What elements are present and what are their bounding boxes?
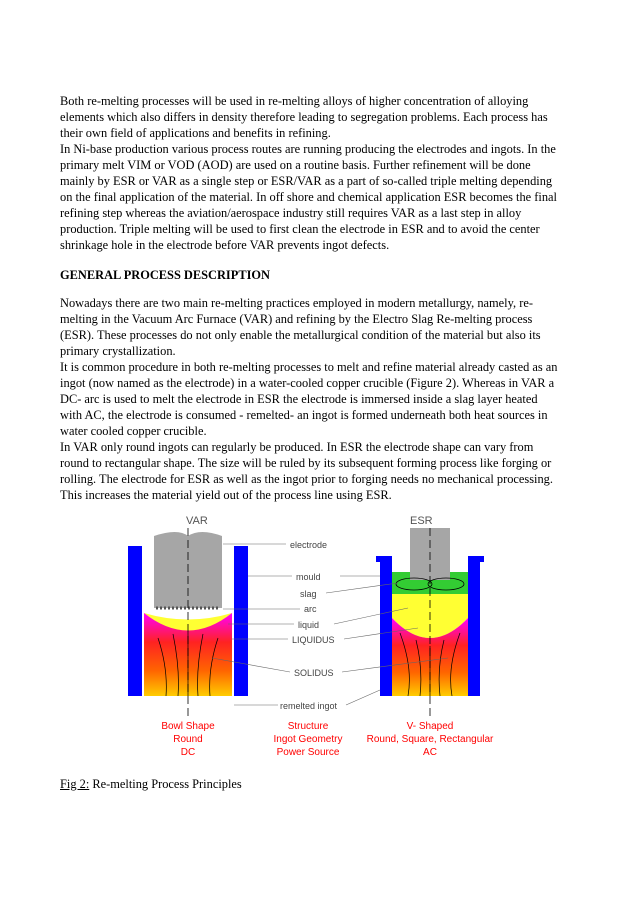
esr-mould-flange-right — [474, 556, 484, 562]
label-arc: arc — [304, 604, 317, 614]
var-mould-left — [128, 546, 142, 696]
text-line: elements which also differs in density therefore leading to segregation problems. Each process has — [60, 110, 548, 124]
text-line: primary melt VIM or VOD (AOD) are used on a routine basis. Further refinement will be done — [60, 158, 531, 172]
section-heading: GENERAL PROCESS DESCRIPTION — [60, 268, 270, 282]
esr-title: ESR — [410, 515, 433, 527]
label-mould: mould — [296, 572, 321, 582]
text-line: melting in the Vacuum Arc Furnace (VAR) and refining by the Electro Slag Re-melting process — [60, 312, 533, 326]
text-line: (ESR). These processes do not only enable the metallurgical condition of the material but also its — [60, 328, 541, 342]
figure-caption — [60, 777, 242, 792]
center-labels — [280, 540, 338, 711]
text-line: In Ni-base production various process routes are running producing the electrodes and ingots. In the — [60, 142, 556, 156]
text-line: Nowadays there are two main re-melting practices employed in modern metallurgy, namely, re- — [60, 296, 533, 310]
var-mould-right — [234, 546, 248, 696]
esr-mould-flange-left — [376, 556, 386, 562]
figure-caption-label: Fig 2: — [60, 777, 90, 791]
label-liquidus: LIQUIDUS — [292, 635, 335, 645]
label-electrode: electrode — [290, 540, 328, 550]
var-title: VAR — [186, 515, 208, 527]
var-furnace — [128, 528, 248, 718]
esr-caption-line: Round, Square, Rectangular — [366, 734, 494, 745]
diagram-captions — [161, 721, 494, 758]
esr-caption-line: AC — [423, 747, 437, 758]
text-line: refining step whereas the aviation/aerospace industry still requires VAR as a last step in alloy — [60, 206, 522, 220]
text-line: shrinkage hole in the electrode before VAR prevents ingot defects. — [60, 238, 390, 252]
text-line: with AC, the electrode is consumed - remelted- an ingot is formed underneath both heat sources in — [60, 408, 548, 422]
var-caption-line: DC — [180, 747, 196, 758]
remelting-diagram — [128, 508, 508, 776]
var-caption-line: Bowl Shape — [161, 721, 215, 732]
mid-caption-line: Ingot Geometry — [273, 734, 343, 745]
esr-furnace — [376, 528, 484, 718]
text-line: It is common procedure in both re-melting processes to melt and refine material already casted as an — [60, 360, 558, 374]
figure-caption-text: Re-melting Process Principles — [89, 777, 242, 791]
label-remelted-ingot: remelted ingot — [280, 701, 338, 711]
text-line: Both re-melting processes will be used in re-melting alloys of higher concentration of alloying — [60, 94, 529, 108]
paragraph-remelting-intro — [60, 93, 580, 253]
label-solidus: SOLIDUS — [294, 668, 334, 678]
text-line: mainly by ESR or VAR as a single step or ESR/VAR as a part of so-called triple melting depending — [60, 174, 553, 188]
esr-caption-line: V- Shaped — [406, 721, 454, 732]
label-slag: slag — [300, 589, 317, 599]
esr-mould-left — [380, 556, 392, 696]
mid-caption-line: Power Source — [276, 747, 340, 758]
text-line: ingot (now named as the electrode) in a water-cooled copper crucible (Figure 2). Whereas in VAR a — [60, 376, 555, 390]
text-line: rolling. The electrode for ESR as well as the ingot prior to forging needs no mechanical processing. — [60, 472, 553, 486]
esr-mould-right — [468, 556, 480, 696]
text-line: their own field of applications and benefits in refining. — [60, 126, 331, 140]
text-line: water cooled copper crucible. — [60, 424, 207, 438]
mid-caption-line: Structure — [287, 721, 329, 732]
text-line: on the final application of the material. In off shore and chemical application ESR becomes the final — [60, 190, 557, 204]
text-line: In VAR only round ingots can regularly be produced. In ESR the electrode shape can vary from — [60, 440, 534, 454]
var-caption-line: Round — [173, 734, 203, 745]
text-line: production. Triple melting will be used to first clean the electrode in ESR and to avoid the center — [60, 222, 540, 236]
text-line: round to rectangular shape. The size will be ruled by its subsequent forming process like forging or — [60, 456, 552, 470]
text-line: This increases the material yield out of the process line using ESR. — [60, 488, 392, 502]
paragraph-process-description — [60, 295, 580, 503]
text-line: primary crystallization. — [60, 344, 176, 358]
label-liquid: liquid — [298, 620, 320, 630]
text-line: DC- arc is used to melt the electrode in ESR the electrode is immersed inside a slag layer heated — [60, 392, 538, 406]
